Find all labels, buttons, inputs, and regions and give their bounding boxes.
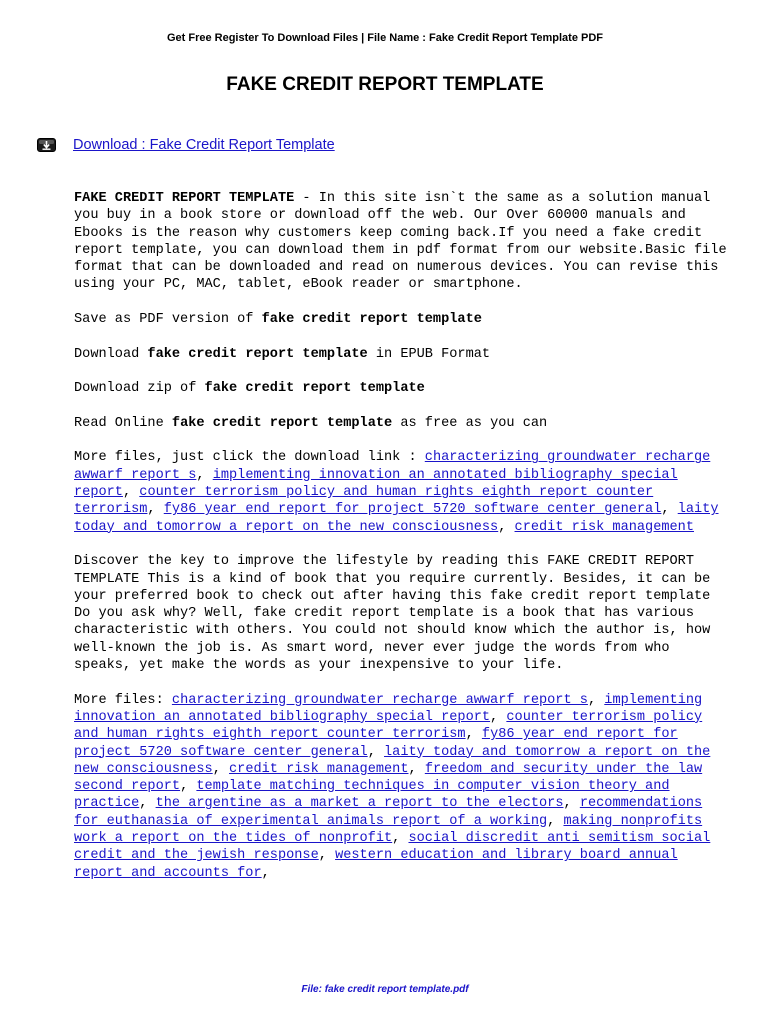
save-prefix: Save as PDF version of	[74, 312, 262, 328]
top-header: Get Free Register To Download Files | File Name : Fake Credit Report Template PDF	[166, 32, 604, 44]
intro-body: - In this site isn`t the same as a solution manual you buy in a book store or download off the web. Our Over 60000 manuals and Ebooks is the reason why customers keep coming back.If you need a fake credit report template, you can download them in pdf format from our website.Basic file format that can be downloaded and read on numerous devices. You can revise this using your PC, MAC, tablet, eBook reader or smartphone.	[74, 191, 727, 293]
more-files-1-prefix: More files, just click the download link :	[74, 450, 425, 466]
file-link[interactable]: recommendations for euthanasia of experimental animals report of a working	[74, 796, 703, 829]
zip-line	[74, 380, 734, 397]
save-keyword: fake credit report template	[261, 312, 482, 328]
epub-keyword: fake credit report template	[147, 346, 368, 362]
file-link[interactable]: characterizing groundwater recharge awwarf report s	[171, 692, 588, 708]
epub-prefix: Download	[74, 346, 148, 362]
file-link[interactable]: the argentine as a market a report to the electors	[155, 796, 564, 812]
zip-keyword: fake credit report template	[204, 381, 425, 397]
download-link[interactable]: Download : Fake Credit Report Template	[73, 137, 335, 153]
file-link[interactable]: making nonprofits work a report on the tides of nonprofit	[74, 813, 703, 846]
file-link[interactable]: laity today and tomorrow a report on the new consciousness	[74, 744, 711, 777]
online-prefix: Read Online	[74, 415, 172, 431]
file-link[interactable]: western education and library board annual report and accounts for	[74, 848, 678, 881]
zip-prefix: Download zip of	[74, 381, 205, 397]
footer-filename: File: fake credit report template.pdf	[301, 984, 469, 995]
more-files-2-prefix: More files:	[74, 692, 172, 708]
epub-suffix: in EPUB Format	[367, 346, 491, 362]
file-link[interactable]: laity today and tomorrow a report on the new consciousness	[74, 502, 719, 535]
read-online-line	[74, 415, 734, 432]
more-files-1: More files, just click the download link : characterizing groundwater recharge awwarf report s, implementing innovation an annotated bibliography special report, counter terrorism policy and human rights eighth report counter terrorism, fy86 year end report for project 5720 software center general, laity today and tomorrow a report on the new consciousness, credit risk management	[74, 450, 719, 535]
file-link[interactable]: fy86 year end report for project 5720 software center general	[163, 502, 662, 518]
document-title: FAKE CREDIT REPORT TEMPLATE	[226, 74, 544, 95]
file-link[interactable]: characterizing groundwater recharge awwarf report s	[74, 450, 711, 483]
file-link[interactable]: template matching techniques in computer vision theory and practice	[74, 779, 670, 812]
file-link[interactable]: fy86 year end report for project 5720 software center general	[74, 727, 678, 760]
file-link[interactable]: counter terrorism policy and human rights eighth report counter terrorism	[74, 709, 703, 743]
intro-lead: FAKE CREDIT REPORT TEMPLATE	[74, 191, 295, 206]
file-link[interactable]: credit risk management	[229, 761, 409, 777]
epub-line	[74, 346, 734, 363]
download-row	[37, 137, 335, 153]
file-link[interactable]: implementing innovation an annotated bibliography special report	[74, 467, 678, 501]
file-link[interactable]: social discredit anti semitism social credit and the jewish response	[74, 830, 711, 864]
discover-paragraph: Discover the key to improve the lifestyle by reading this FAKE CREDIT REPORT TEMPLATE This is a kind of book that you require currently. Besides, it can be your preferred book to check out after having this fake credit report template Do you ask why? Well, fake credit report template is a book that has various characteristic with others. You could not should know which the author is, how well-known the job is. As smart word, never ever judge the words from who speaks, yet make the words as your inexpensive to your life.	[74, 554, 711, 674]
save-pdf-line	[74, 311, 734, 328]
file-link[interactable]: counter terrorism policy and human rights eighth report counter terrorism	[74, 485, 654, 518]
file-link[interactable]: implementing innovation an annotated bibliography special report	[74, 692, 703, 725]
online-keyword: fake credit report template	[171, 415, 393, 431]
file-link[interactable]: credit risk management	[514, 519, 694, 535]
intro-paragraph	[74, 190, 734, 294]
file-link[interactable]: freedom and security under the law second report	[74, 761, 703, 795]
document-body	[74, 190, 734, 899]
more-files-2: More files: characterizing groundwater recharge awwarf report s, implementing innovation an annotated bibliography special report, counter terrorism policy and human rights eighth report counter terrorism, fy86 year end report for project 5720 software center general, laity today and tomorrow a report on the new consciousness, credit risk management, freedom and security under the law second report, template matching techniques in computer vision theory and practice, the argentine as a market a report to the electors, recommendations for euthanasia of experimental animals report of a working, making nonprofits work a report on the tides of nonprofit, social discredit anti semitism social credit and the jewish response, western education and library board annual report and accounts for,	[74, 692, 711, 881]
online-suffix: as free as you can	[392, 415, 548, 431]
download-icon[interactable]	[37, 138, 56, 152]
